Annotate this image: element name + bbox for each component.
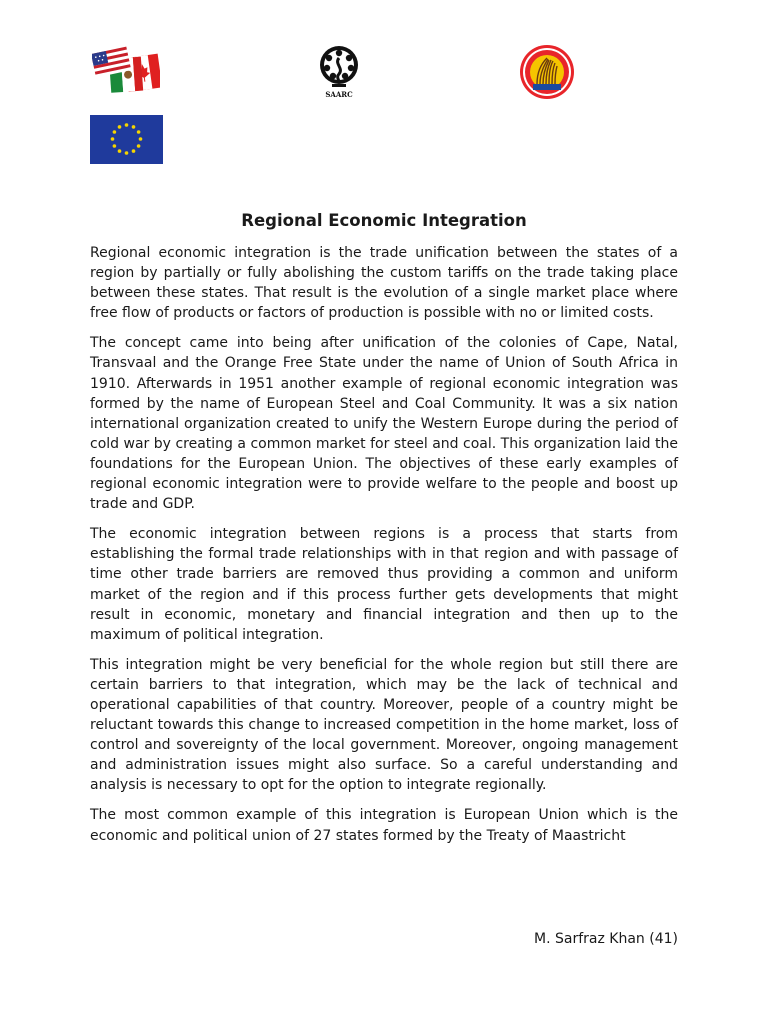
saarc-logo [314,44,364,100]
paragraph: Regional economic integration is the trade unification between the states of a region by partially or fully abolishing the custom tariffs on the trade taking place between these states. That result is the evolution of a single market place where free flow of products or factors of production is possible with no or limited costs. [90,245,678,322]
eu-flag-logo [90,115,163,164]
author-signature: M. Sarfraz Khan (41) [534,931,678,947]
document-title: Regional Economic Integration [241,211,527,230]
paragraph: The most common example of this integration is European Union which is the economic and political union of 27 states formed by the Treaty of Maastricht [90,807,678,844]
document-body [90,243,678,856]
saarc-logo-text: SAARC [325,90,353,99]
nafta-flags-logo [92,44,160,100]
paragraph: The concept came into being after unification of the colonies of Cape, Natal, Transvaal and the Orange Free State under the name of Union of South Africa in 1910. Afterwards in 1951 another example of regional economic integration was formed by the name of European Steel and Coal Community. It was a six nation international organization created to unify the Western Europe during the period of cold war by creating a common market for steel and coal. This organization laid the foundations for the European Union. The objectives of these early examples of regional economic integration were to provide welfare to the people and boost up trade and GDP. [90,335,678,513]
paragraph: This integration might be very beneficial for the whole region but still there are certain barriers to that integration, which may be the lack of technical and operational capabilities of that country. Moreover, people of a country might be reluctant towards this change to increased competition in the home market, loss of control and sovereignty of the local government. Moreover, ongoing management and administration issues might also surface. So a careful understanding and analysis is necessary to opt for the option to integrate regionally. [90,656,678,794]
asean-logo [519,44,575,100]
paragraph: The economic integration between regions is a process that starts from establishing the formal trade relationships with in that region and with passage of time other trade barriers are removed thus providing a common and uniform market of the region and if this process further gets developments that might result in economic, monetary and financial integration and then up to the maximum of political integration. [90,526,678,643]
